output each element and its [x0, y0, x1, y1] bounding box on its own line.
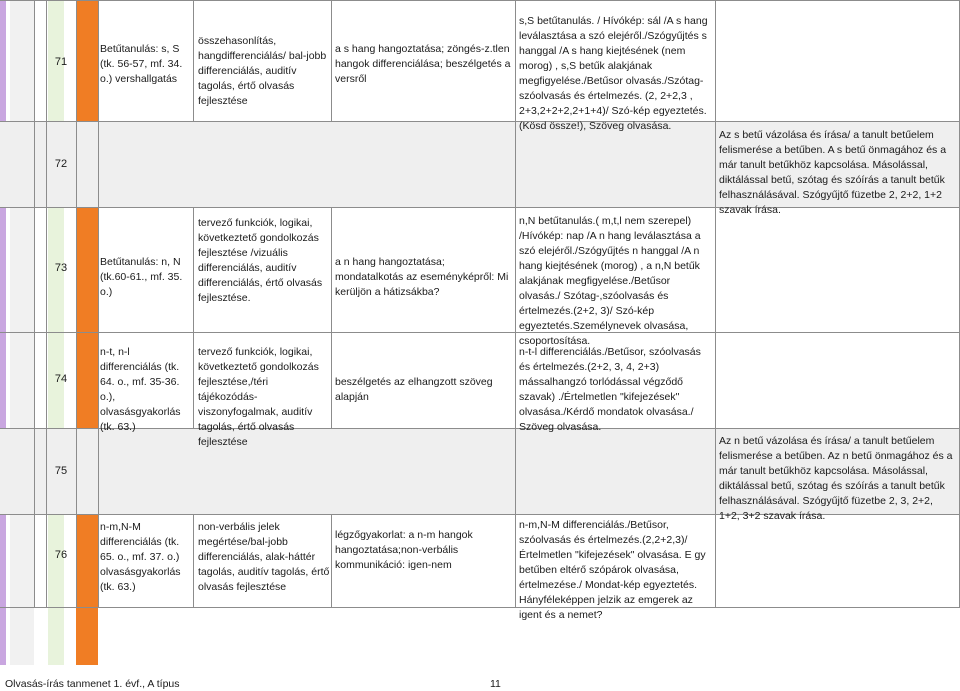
grid-line — [715, 0, 716, 607]
reading-activity: s,S betűtanulás. / Hívókép: sál /A s hang leválasztása a szó elejéről./Szógyűjtés s hanggal /A s hang kiejtésének (nem morog) , s,S betűk alakjának megfigyelése./Betűsor olvasás./Szótag-szóolvasás és értelmezés. (2, 2+2,3 , 2+3,2+2+2,2+1+4)/ Szó-kép egyeztetés.(Kösd össze!), Szöveg olvasása. — [519, 15, 708, 132]
lesson-topic: n-t, n-l differenciálás (tk. 64. o., mf. 35-36. o.), olvasásgyakorlás (tk. 63.) — [100, 346, 181, 433]
row-number: 76 — [54, 549, 68, 561]
grid-line — [331, 514, 332, 607]
grid-line — [98, 0, 99, 607]
footer-title: Olvasás-írás tanmenet 1. évf., A típus — [5, 678, 180, 690]
writing-activity: Az s betű vázolása és írása/ a tanult betűelem felismerése a betűben. A s betű önmagához és a már tanult betűkhöz kapcsolása. Másolással, diktálással betű, szótag és szóírás a tanult betűk felhasználásával. Szógyűjtő füzetbe 2, 2+2, 1+2 szavak írása. — [719, 129, 947, 216]
row-number: 74 — [54, 373, 68, 385]
development-goals: összehasonlítás, hangdifferenciálás/ bal-jobb differenciálás, auditív tagolás, értő olvasás fejlesztése — [198, 35, 327, 107]
reading-activity: n-m,N-M differenciálás./Betűsor, szóolvasás és értelmezés.(2,2+2,3)/Értelmetlen "kifejezések" olvasása. E gy betűben eltérő szópárok olvasása, értelmezése./ Mondat-kép egyeztetés. Hányféleképpen jelzik az emgerek az igent és a nemet? — [519, 519, 706, 621]
reading-activity: n,N betűtanulás.( m,t,l nem szerepel) /Hívókép: nap /A n hang leválasztása a szó elejéről./Szógyűjtés n hanggal /A n hang kiejtésének (morog) , a n,N betűk alakjának megfigyelése./Betűsor olvasás./ Szótag-,szóolvasás és értelmezés.(2+2, 3)/ Szó-kép egyeztetés.Személynevek olvasása, csoportosítása. — [519, 215, 701, 347]
grid-line — [0, 607, 960, 608]
grid-line — [331, 207, 332, 428]
speech-activity: a s hang hangoztatása; zöngés-z.tlen hangok differenciálása; beszélgetés a versről — [335, 43, 511, 85]
grid-line — [193, 207, 194, 428]
grid-line — [331, 0, 332, 121]
speech-activity: a n hang hangoztatása; mondatalkotás az eseményképről: Mi kerüljön a hátizsákba? — [335, 256, 509, 298]
development-goals: non-verbális jelek megértése/bal-jobb differenciálás, alak-háttér tagolás, auditív tagolás, értő olvasás fejlesztése — [198, 521, 330, 593]
row-number: 72 — [54, 158, 68, 170]
grid-line — [0, 121, 960, 122]
row-number: 75 — [54, 465, 68, 477]
development-goals: tervező funkciók, logikai, következtető gondolkozás fejlesztése,/téri tájékozódás-viszonyfogalmak, auditív tagolás, értő olvasás fejlesztése — [198, 346, 319, 448]
grid-line — [515, 0, 516, 607]
speech-activity: beszélgetés az elhangzott szöveg alapján — [335, 376, 493, 403]
grid-line — [193, 514, 194, 607]
lesson-topic: n-m,N-M differenciálás (tk. 65. o., mf. 37. o.) olvasásgyakorlás (tk. 63.) — [100, 521, 181, 593]
grid-line — [0, 332, 960, 333]
writing-activity: Az n betű vázolása és írása/ a tanult betűelem felismerése a betűben. Az n betű önmagához és a már tanult betűkhöz kapcsolása. Másolással, diktálással betű, szótag és szóírás a tanult betűk felhasználásával. Szógyűjtő füzetbe 2, 3, 2+2, 1+2, 3+2 szavak írása. — [719, 435, 953, 522]
grid-line — [0, 0, 960, 1]
lesson-topic: Betűtanulás: n, N (tk.60-61., mf. 35. o.) — [100, 256, 183, 298]
speech-activity: légzőgyakorlat: a n-m hangok hangoztatása;non-verbális kommunikáció: igen-nem — [335, 529, 473, 571]
grid-line — [193, 0, 194, 121]
row-number: 71 — [54, 56, 68, 68]
lesson-topic: Betűtanulás: s, S (tk. 56-57, mf. 34. o.) vershallgatás — [100, 43, 183, 85]
row-number: 73 — [54, 262, 68, 274]
page-number: 11 — [490, 678, 501, 690]
grid-line — [34, 0, 35, 607]
development-goals: tervező funkciók, logikai, következtető gondolkozás fejlesztése /vizuális differenciálás, auditív differenciálás, értő olvasás fejlesztése. — [198, 217, 323, 304]
reading-activity: n-t-l differenciálás./Betűsor, szóolvasás és értelmezés.(2+2, 3, 4, 2+3) mássalhangzó torlódással végződő szavak) ./Értelmetlen "kifejezések" olvasása./Kérdő mondatok olvasása./ Szöveg olvasása. — [519, 346, 701, 433]
grid-line — [46, 0, 47, 607]
grid-line — [76, 0, 77, 607]
